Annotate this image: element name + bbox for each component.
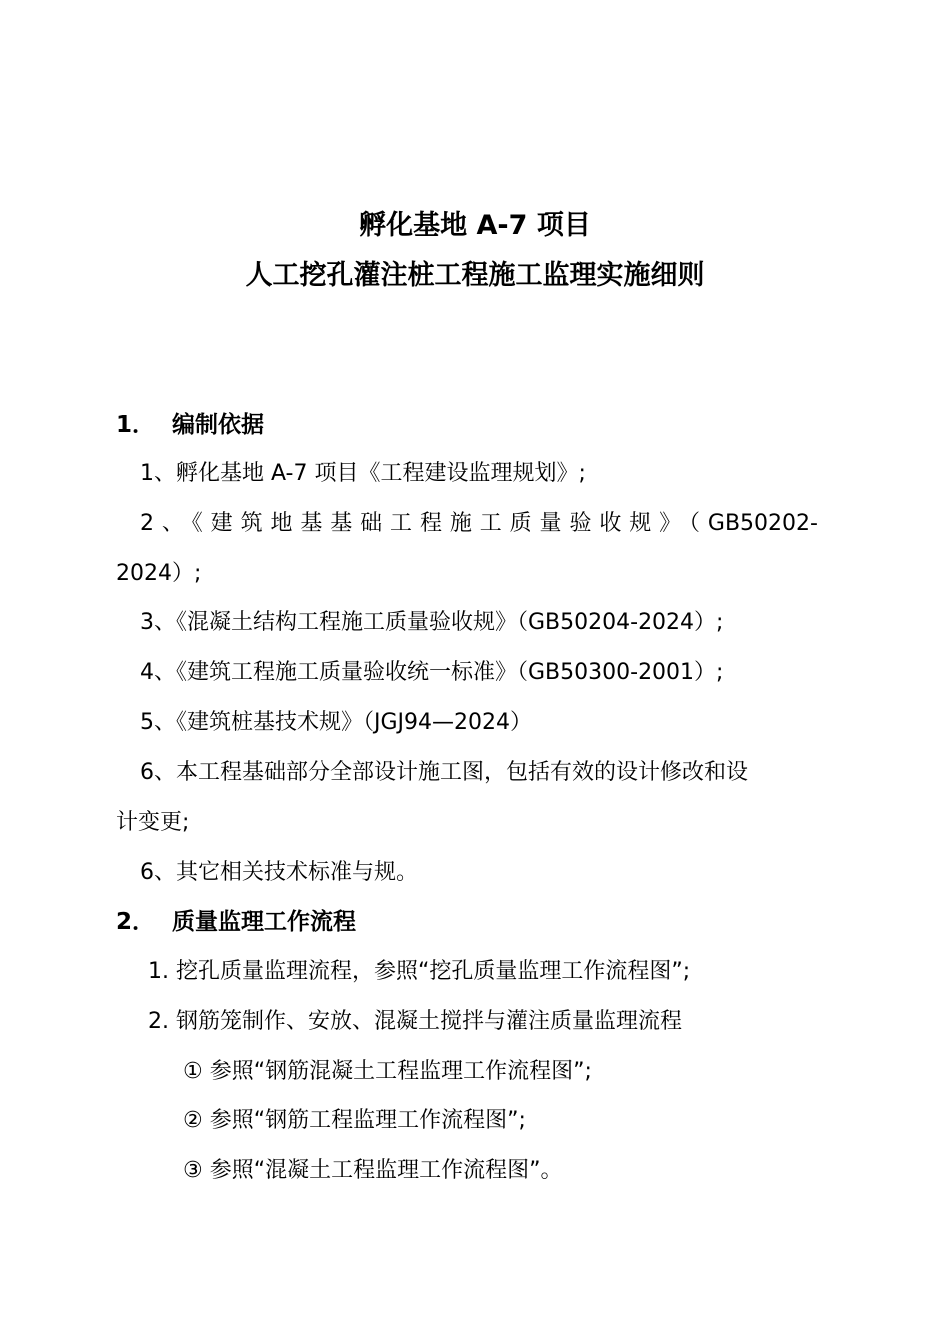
basis-item-4: 4、《建筑工程施工质量验收统一标准》（GB50300-2001）; [140,660,724,685]
document-title-line2: 人工挖孔灌注桩工程施工监理实施细则 [245,260,705,291]
basis-item-1: 1、孵化基地 A-7 项目《工程建设监理规划》; [140,461,586,486]
flow-subitem-3: ③ 参照“混凝土工程监理工作流程图”。 [183,1158,563,1183]
section1-heading-text: 编制依据 [172,412,264,438]
section1-number: 1． [116,412,156,438]
flow-subitem-1: ① 参照“钢筋混凝土工程监理工作流程图”; [183,1059,592,1084]
basis-item-2-line2: 2024）; [116,561,202,586]
flow-subitem-2: ② 参照“钢筋工程监理工作流程图”; [183,1108,526,1133]
basis-item-6-line1: 6、本工程基础部分全部设计施工图，包括有效的设计修改和设 [140,760,748,785]
flow-item-2: 2. 钢筋笼制作、安放、混凝土搅拌与灌注质量监理流程 [148,1009,682,1034]
document-title-line1: 孵化基地 A-7 项目 [359,210,591,241]
section2-number: 2． [116,909,156,935]
basis-item-5: 5、《建筑桩基技术规》（JGJ94—2024） [140,710,533,735]
flow-item-1: 1. 挖孔质量监理流程，参照“挖孔质量监理工作流程图”; [148,959,691,984]
basis-item-3: 3、《混凝土结构工程施工质量验收规》（GB50204-2024）; [140,610,724,635]
basis-item-6-line2: 计变更; [116,810,190,835]
basis-item-7: 6、其它相关技术标准与规。 [140,860,418,885]
basis-item-2-line1: 2、《建筑地基基础工程施工质量验收规》（GB50202- [140,511,818,536]
section2-heading-text: 质量监理工作流程 [172,909,356,935]
section2-heading [116,904,356,940]
section1-heading [116,407,264,443]
